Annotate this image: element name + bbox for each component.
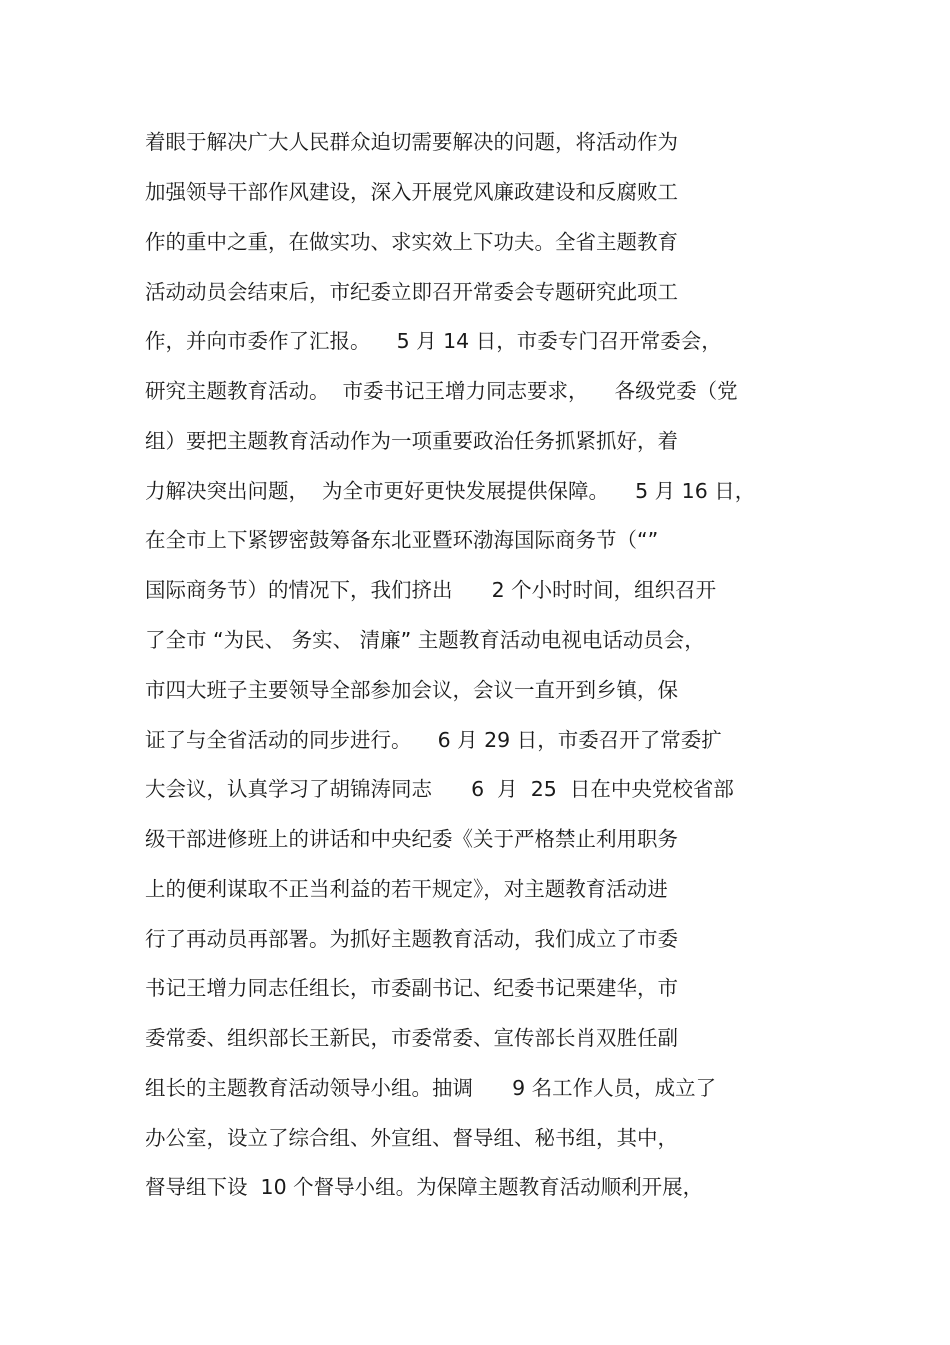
text-line: 作的重中之重，在做实功、求实效上下功夫。全省主题教育 xyxy=(145,230,678,254)
text-line: 督导组下设 10 个督导小组。为保障主题教育活动顺利开展， xyxy=(145,1175,704,1199)
text-line: 书记王增力同志任组长，市委副书记、纪委书记栗建华，市 xyxy=(145,976,678,1000)
text-line: 市四大班子主要领导全部参加会议，会议一直开到乡镇，保 xyxy=(145,678,678,702)
text-line: 活动动员会结束后，市纪委立即召开常委会专题研究此项工 xyxy=(145,280,678,304)
text-line: 办公室，设立了综合组、外宣组、督导组、秘书组，其中， xyxy=(145,1126,678,1150)
text-line: 着眼于解决广大人民群众迫切需要解决的问题，将活动作为 xyxy=(145,130,678,154)
text-line: 组）要把主题教育活动作为一项重要政治任务抓紧抓好，着 xyxy=(145,429,678,453)
text-line: 作，并向市委作了汇报。 5 月 14 日，市委专门召开常委会， xyxy=(145,329,722,353)
text-line: 研究主题教育活动。 市委书记王增力同志要求， 各级党委（党 xyxy=(145,379,738,403)
text-line: 上的便利谋取不正当利益的若干规定》，对主题教育活动进 xyxy=(145,877,668,901)
text-line: 加强领导干部作风建设，深入开展党风廉政建设和反腐败工 xyxy=(145,180,678,204)
text-line: 委常委、组织部长王新民，市委常委、宣传部长肖双胜任副 xyxy=(145,1026,678,1050)
text-line: 证了与全省活动的同步进行。 6 月 29 日，市委召开了常委扩 xyxy=(145,728,722,752)
text-line: 在全市上下紧锣密鼓筹备东北亚暨环渤海国际商务节（“” xyxy=(145,528,659,552)
text-line: 国际商务节）的情况下，我们挤出 2 个小时时间，组织召开 xyxy=(145,578,717,602)
text-line: 级干部进修班上的讲话和中央纪委《关于严格禁止利用职务 xyxy=(145,827,678,851)
text-line: 力解决突出问题， 为全市更好更快发展提供保障。 5 月 16 日， xyxy=(145,479,756,503)
text-line: 了全市 “为民、 务实、 清廉” 主题教育活动电视电话动员会， xyxy=(145,628,705,652)
text-line: 行了再动员再部署。为抓好主题教育活动，我们成立了市委 xyxy=(145,927,678,951)
text-line: 大会议，认真学习了胡锦涛同志 6 月 25 日在中央党校省部 xyxy=(145,777,734,801)
text-line: 组长的主题教育活动领导小组。抽调 9 名工作人员，成立了 xyxy=(145,1076,717,1100)
